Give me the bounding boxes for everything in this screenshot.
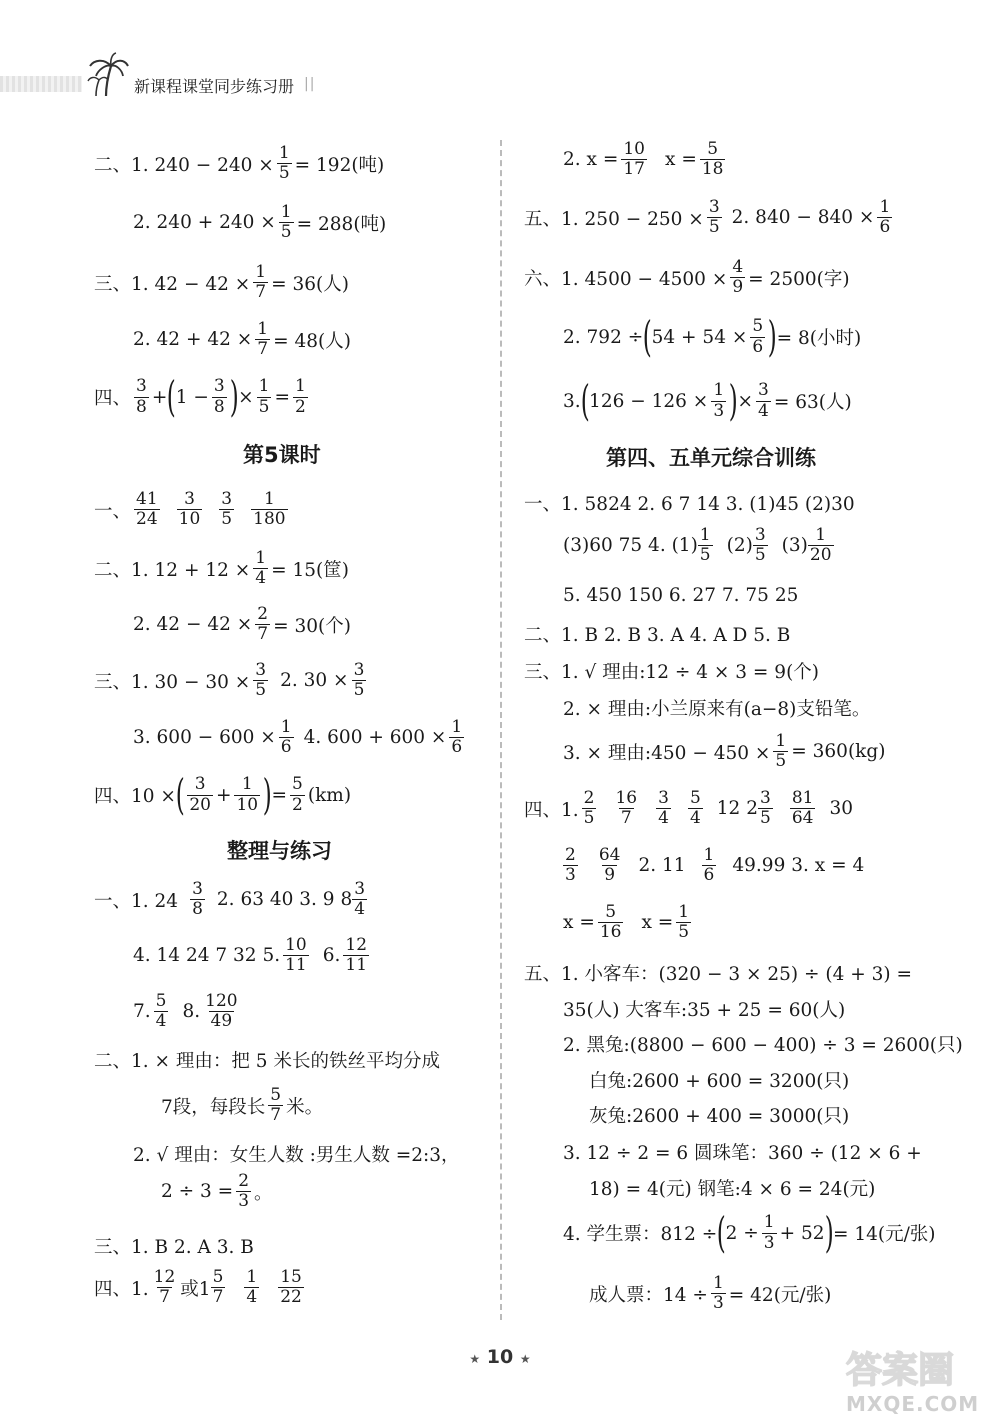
answer-line: 二、1. 12 + 12 × $\frac{1}{4}$ = 15(筐) [94,548,349,589]
answer-line: 35(人) 大客车:35 + 25 = 60(人) [563,1000,846,1021]
answer-line: 2. 42 − 42 × $\frac{2}{7}$ = 30(个) [133,604,351,645]
answer-line: 3. 600 − 600 × $\frac{1}{6}$ 4. 600 + 600 × $\frac{1}{6}$ [133,717,463,758]
book-title: 新课程课堂同步练习册 [134,77,295,96]
page-number: ★ 10 ★ [469,1346,531,1368]
answer-line: 2. 黑兔:(8800 − 600 − 400) ÷ 3 = 2600(只) [563,1035,963,1056]
answer-line: $\frac{2}{3}$ $\frac{64}{9}$ 2. 11 $\frac{1}{6}$ 49.99 3. x = 4 [565,845,865,886]
answer-line: 二、1. × 理由：把 5 米长的铁丝平均分成 [94,1051,440,1072]
answer-line: x = $\frac{5}{16}$ x = $\frac{1}{5}$ [563,902,690,943]
palm-tree-icon [84,52,130,98]
answer-line: 三、1. √ 理由:12 ÷ 4 × 3 = 9(个) [524,662,820,683]
column-divider [500,140,502,1320]
answer-line: 一、1. 24 $\frac{3}{8}$ 2. 63 40 3. 9 8 $\frac{3}{4}$ [94,879,366,920]
section-heading: 第5课时 [243,443,321,467]
answer-line: 二、1. B 2. B 3. A 4. A D 5. B [524,625,791,646]
answer-line: 三、1. 30 − 30 × $\frac{3}{5}$ 2. 30 × $\frac{3}{5}$ [94,660,365,701]
answer-line: 四、 $\frac{3}{8}$ + ( 1 − $\frac{3}{8}$ ) × $\frac{1}{5}$ = $\frac{1}{2}$ [94,372,306,421]
star-icon: ★ [519,1352,531,1366]
answer-line: 2 ÷ 3 = $\frac{2}{3}$ 。 [161,1171,273,1212]
answer-line: 2. × 理由:小兰原来有(a−8)支铅笔。 [563,699,871,720]
answer-line: 18) = 4(元) 钢笔:4 × 6 = 24(元) [589,1179,876,1200]
answer-line: 4. 14 24 7 32 5. $\frac{10}{11}$ 6. $\frac{12}{11}$ [133,935,368,976]
answer-line: 灰兔:2600 + 400 = 3000(只) [589,1106,850,1127]
answer-line: 2. x = $\frac{10}{17}$ x = $\frac{5}{18}$ [563,139,724,180]
answer-line: 5. 450 150 6. 27 7. 75 25 [563,585,799,606]
answer-line: 四、1. $\frac{2}{5}$ $\frac{16}{7}$ $\frac{3}{4}$ $\frac{5}{4}$ 12 2 $\frac{3}{5}$ $\frac{81}{64}$ 30 [524,788,853,829]
answer-line: 四、1. $\frac{12}{7}$ 或1 $\frac{5}{7}$ $\frac{1}{4}$ $\frac{15}{22}$ [94,1267,302,1308]
header-marks: || [304,76,316,92]
answer-line: 4. 学生票：812 ÷ ( 2 ÷ $\frac{1}{3}$ + 52 ) = 14(元/张) [563,1208,936,1257]
answer-line: 3. 12 ÷ 2 = 6 圆珠笔：360 ÷ (12 × 6 + [563,1143,922,1164]
answer-line: 7. $\frac{5}{4}$ 8. $\frac{120}{49}$ [133,991,238,1032]
answer-line: 白兔:2600 + 600 = 3200(只) [589,1071,850,1092]
svg-text:答案圈: 答案圈 [846,1350,955,1391]
answer-line: 7段，每段长 $\frac{5}{7}$ 米。 [161,1085,324,1126]
section-heading: 第四、五单元综合训练 [606,446,816,470]
answer-line: 3. × 理由:450 − 450 × $\frac{1}{5}$ = 360(kg) [563,731,886,772]
answer-line: 五、1. 小客车：(320 − 3 × 25) ÷ (4 + 3) = [524,964,912,985]
watermark-text: MXQE.COM [846,1392,980,1416]
answer-line: 三、1. B 2. A 3. B [94,1237,254,1258]
section-heading: 整理与练习 [227,839,332,863]
answer-line: 2. 42 + 42 × $\frac{1}{7}$ = 48(人) [133,319,351,360]
answer-line: 3. ( 126 − 126 × $\frac{1}{3}$ ) × $\frac{3}{4}$ = 63(人) [563,376,852,425]
answer-line: 六、1. 4500 − 4500 × $\frac{4}{9}$ = 2500(字) [524,257,850,298]
answer-line: 2. √ 理由：女生人数 :男生人数 =2:3， [133,1145,460,1166]
answer-line: 三、1. 42 − 42 × $\frac{1}{7}$ = 36(人) [94,262,349,303]
answer-line: 成人票：14 ÷ $\frac{1}{3}$ = 42(元/张) [589,1273,832,1314]
answer-line: 二、1. 240 − 240 × $\frac{1}{5}$ = 192(吨) [94,143,385,184]
star-icon: ★ [469,1352,481,1366]
answer-line: 五、1. 250 − 250 × $\frac{3}{5}$ 2. 840 − 840 × $\frac{1}{6}$ [524,197,891,238]
answer-line: 2. 792 ÷ ( 54 + 54 × $\frac{5}{6}$ ) = 8(小时) [563,312,862,361]
answer-line: 一、 $\frac{41}{24}$ $\frac{3}{10}$ $\frac{3}{5}$ $\frac{1}{180}$ [94,489,286,530]
answer-line: 一、1. 5824 2. 6 7 14 3. (1)45 (2)30 [524,494,855,515]
answer-line: 2. 240 + 240 × $\frac{1}{5}$ = 288(吨) [133,202,387,243]
answer-line: 四、10 × ( $\frac{3}{20}$ + $\frac{1}{10}$ ) = $\frac{5}{2}$ (km) [94,770,352,819]
header-decoration-bar [0,76,82,92]
answer-line: (3)60 75 4. (1) $\frac{1}{5}$ (2) $\frac{3}{5}$ (3) $\frac{1}{20}$ [563,525,832,566]
